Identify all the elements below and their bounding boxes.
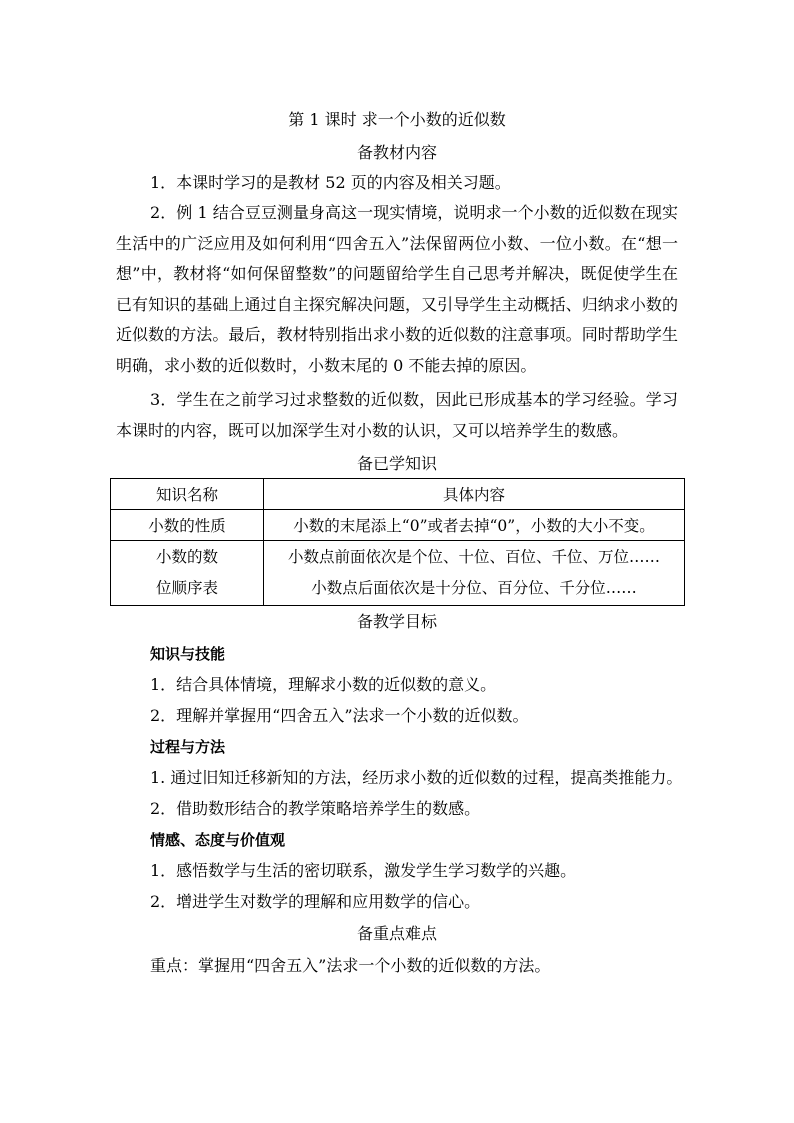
table-cell-content bbox=[264, 541, 685, 606]
goals-subheading-knowledge: 知识与技能 bbox=[150, 645, 226, 663]
section-heading-prior-knowledge: 备已学知识 bbox=[356, 454, 437, 473]
goal-item: 2．理解并掌握用“四舍五入”法求一个小数的近似数。 bbox=[150, 706, 529, 725]
table-header-cell: 具体内容 bbox=[264, 479, 685, 510]
goal-item: 1．感悟数学与生活的密切联系，激发学生学习数学的兴趣。 bbox=[150, 861, 577, 880]
page-title: 第 1 课时 求一个小数的近似数 bbox=[288, 110, 506, 129]
table-row bbox=[111, 541, 685, 606]
table-header-cell: 知识名称 bbox=[111, 479, 264, 510]
table-cell-line: 位顺序表 bbox=[155, 579, 218, 597]
table-cell-content: 小数的末尾添上“0”或者去掉“0”，小数的大小不变。 bbox=[264, 510, 685, 541]
table-cell-name bbox=[111, 541, 264, 606]
goal-item: 1. 通过旧知迁移新知的方法，经历求小数的近似数的过程，提高类推能力。 bbox=[150, 768, 683, 787]
table-header-row bbox=[111, 479, 685, 510]
goals-subheading-process: 过程与方法 bbox=[150, 738, 226, 756]
section-heading-materials: 备教材内容 bbox=[356, 143, 437, 162]
materials-paragraph-2: 2．例 1 结合豆豆测量身高这一现实情境，说明求一个小数的近似数在现实生活中的广泛应用及如何利用“四舍五入”法保留两位小数、一位小数。在“想一想”中，教材将“如何保留整数”的问题留给学生自己思考并解决，既促使学生在已有知识的基础上通过自主探究解决问题，又引导学生主动概括、归纳求小数的近似数的方法。最后，教材特别指出求小数的近似数的注意事项。同时帮助学生明确，求小数的近似数时，小数末尾的 0 不能去掉的原因。 bbox=[116, 203, 678, 375]
materials-paragraph-1: 1．本课时学习的是教材 52 页的内容及相关习题。 bbox=[150, 173, 511, 192]
table-cell-line: 小数点后面依次是十分位、百分位、千分位…… bbox=[311, 579, 637, 597]
table-cell-line: 小数的数 bbox=[155, 548, 218, 566]
section-heading-goals: 备教学目标 bbox=[356, 612, 437, 631]
section-heading-key-points: 备重点难点 bbox=[356, 924, 437, 943]
table-cell-name: 小数的性质 bbox=[111, 510, 264, 541]
goal-item: 2．借助数形结合的教学策略培养学生的数感。 bbox=[150, 799, 481, 818]
key-point-text: 重点：掌握用“四舍五入”法求一个小数的近似数的方法。 bbox=[150, 956, 551, 975]
table-cell-line: 小数点前面依次是个位、十位、百位、千位、万位…… bbox=[287, 548, 660, 566]
goals-subheading-emotion: 情感、态度与价值观 bbox=[150, 831, 286, 849]
materials-paragraph-3: 3．学生在之前学习过求整数的近似数，因此已形成基本的学习经验。学习本课时的内容，既可以加深学生对小数的认识，又可以培养学生的数感。 bbox=[116, 390, 678, 440]
table-row bbox=[111, 510, 685, 541]
knowledge-table bbox=[110, 478, 685, 606]
goal-item: 1．结合具体情境，理解求小数的近似数的意义。 bbox=[150, 675, 497, 694]
goal-item: 2．增进学生对数学的理解和应用数学的信心。 bbox=[150, 892, 481, 911]
